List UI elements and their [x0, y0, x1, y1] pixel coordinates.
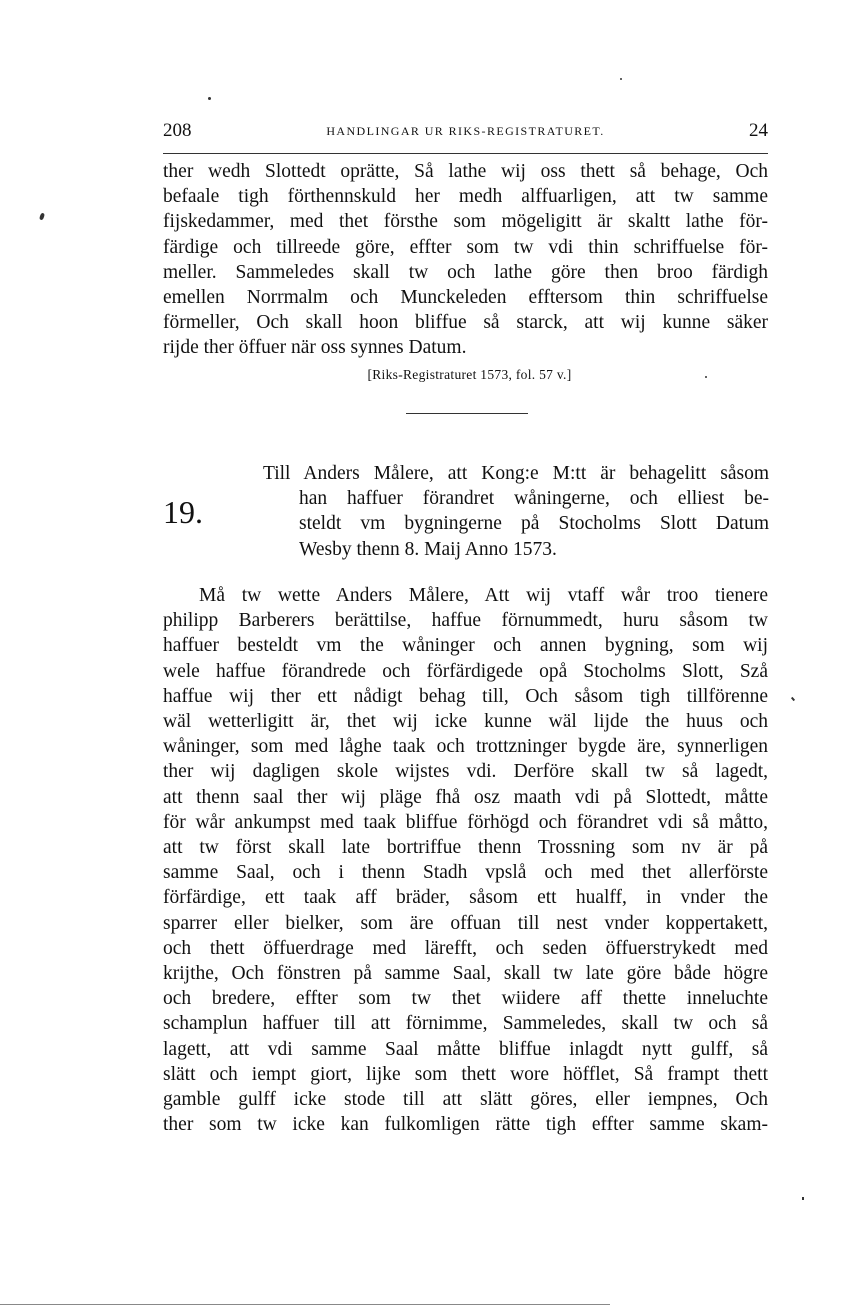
text-line: Må tw wette Anders Målere, Att wij vtaff wår troo tienere [199, 585, 768, 606]
text-line: haffue wij ther ett nådigt behag till, Och såsom tigh tillförenne [163, 685, 768, 707]
page-header [163, 120, 768, 142]
scan-speck [802, 1197, 804, 1200]
scan-speck [39, 213, 45, 221]
text-line: ther wij dagligen skole wijstes vdi. Derföre skall tw så lagedt, [163, 761, 768, 783]
document-number: 19. [163, 494, 203, 530]
heading-line: steldt vm bygningerne på Stocholms Slott Datum [299, 513, 769, 535]
text-line: samme Saal, och i thenn Stadh vpslå och med thet allerförste [163, 862, 768, 884]
text-line: krijthe, Och fönstren på samme Saal, skall tw late göre både högre [163, 963, 768, 985]
text-line: att tw först skall late bortriffue thenn Trossning som nv är på [163, 837, 768, 859]
text-line: att thenn saal ther wij pläge fhå osz maath vdi på Slottedt, måtte [163, 786, 768, 808]
text-line: och bredere, effter som tw thet wiidere aff thette inneluchte [163, 988, 768, 1010]
text-line: sparrer eller bielker, som äre offuan till nest vnder koppertakett, [163, 912, 768, 934]
text-line: ther som tw icke kan fulkomligen rätte tigh effter samme skam- [163, 1114, 768, 1136]
text-line: schamplun haffuer till att förnimme, Sammeledes, skall tw och så [163, 1013, 768, 1035]
text-line: gamble gulff icke stode till att slätt göres, eller iempnes, Och [163, 1089, 768, 1111]
section-number: 24 [749, 120, 768, 141]
scan-speck [791, 697, 795, 701]
heading-line: Till Anders Målere, att Kong:e M:tt är behagelitt såsom [263, 463, 769, 484]
source-reference: [Riks-Registraturet 1573, fol. 57 v.] [367, 367, 572, 382]
text-line: slätt och iempt giort, lijke som thett wore höfflet, Så frampt thett [163, 1063, 768, 1085]
text-line: fijskedammer, med thet försthe som mögeligitt är skaltt lathe för- [163, 211, 768, 233]
scan-edge-line [0, 1304, 610, 1305]
section-separator [406, 413, 528, 414]
page-number: 208 [163, 120, 192, 141]
running-title: HANDLINGAR UR RIKS-REGISTRATURET. [326, 124, 605, 138]
heading-line: Wesby thenn 8. Maij Anno 1573. [299, 538, 557, 560]
text-line: wåninger, som med låghe taak och trottzninger bygde äre, synnerligen [163, 736, 768, 758]
text-line: förmeller, Och skall hoon bliffue så starck, att wij kunne säker [163, 312, 768, 334]
text-line: och thett öffuerdrage med lärefft, och seden öffuerstrykedt med [163, 937, 768, 959]
paragraph-2 [163, 583, 768, 1137]
text-line: meller. Sammeledes skall tw och lathe göre then broo färdigh [163, 261, 768, 283]
text-line: emellen Norrmalm och Munckeleden efftersom thin schriffuelse [163, 287, 768, 309]
heading-line: han haffuer förandret wåningerne, och elliest be- [299, 488, 769, 510]
text-line: förfärdige, ett taak aff bräder, såsom ett hualff, in vnder the [163, 887, 768, 909]
text-line: för wår ankumpst med taak bliffue förhögd och förandret vdi så måtto, [163, 811, 768, 833]
header-rule [163, 153, 768, 154]
text-line: wäl wetterligitt är, thet wij icke kunne wäl lijde the huus och [163, 711, 768, 733]
text-line: ther wedh Slottedt oprätte, Så lathe wij oss thett så behage, Och [163, 161, 768, 182]
scan-speck [705, 376, 707, 378]
text-line: wele haffue förandrede och förfärdigede opå Stocholms Slott, Szå [163, 660, 768, 682]
text-line: philipp Barberers berättilse, haffue förnummedt, huru såsom tw [163, 610, 768, 632]
text-line: haffuer besteldt vm the wåninger och annen bygning, som wij [163, 635, 768, 657]
paragraph-1 [163, 159, 768, 361]
document-heading [263, 461, 769, 562]
text-line: rijde ther öffuer när oss synnes Datum. [163, 337, 467, 359]
text-line: färdige och tillreede göre, effter som tw vdi thin schriffuelse för- [163, 236, 768, 258]
scan-speck [620, 78, 622, 80]
text-line: befaale tigh förthennskuld her medh alffuarligen, att tw samme [163, 186, 768, 208]
scan-speck [208, 97, 211, 100]
text-line: lagett, att vdi samme Saal måtte bliffue inlagdt nytt gulff, så [163, 1038, 768, 1060]
